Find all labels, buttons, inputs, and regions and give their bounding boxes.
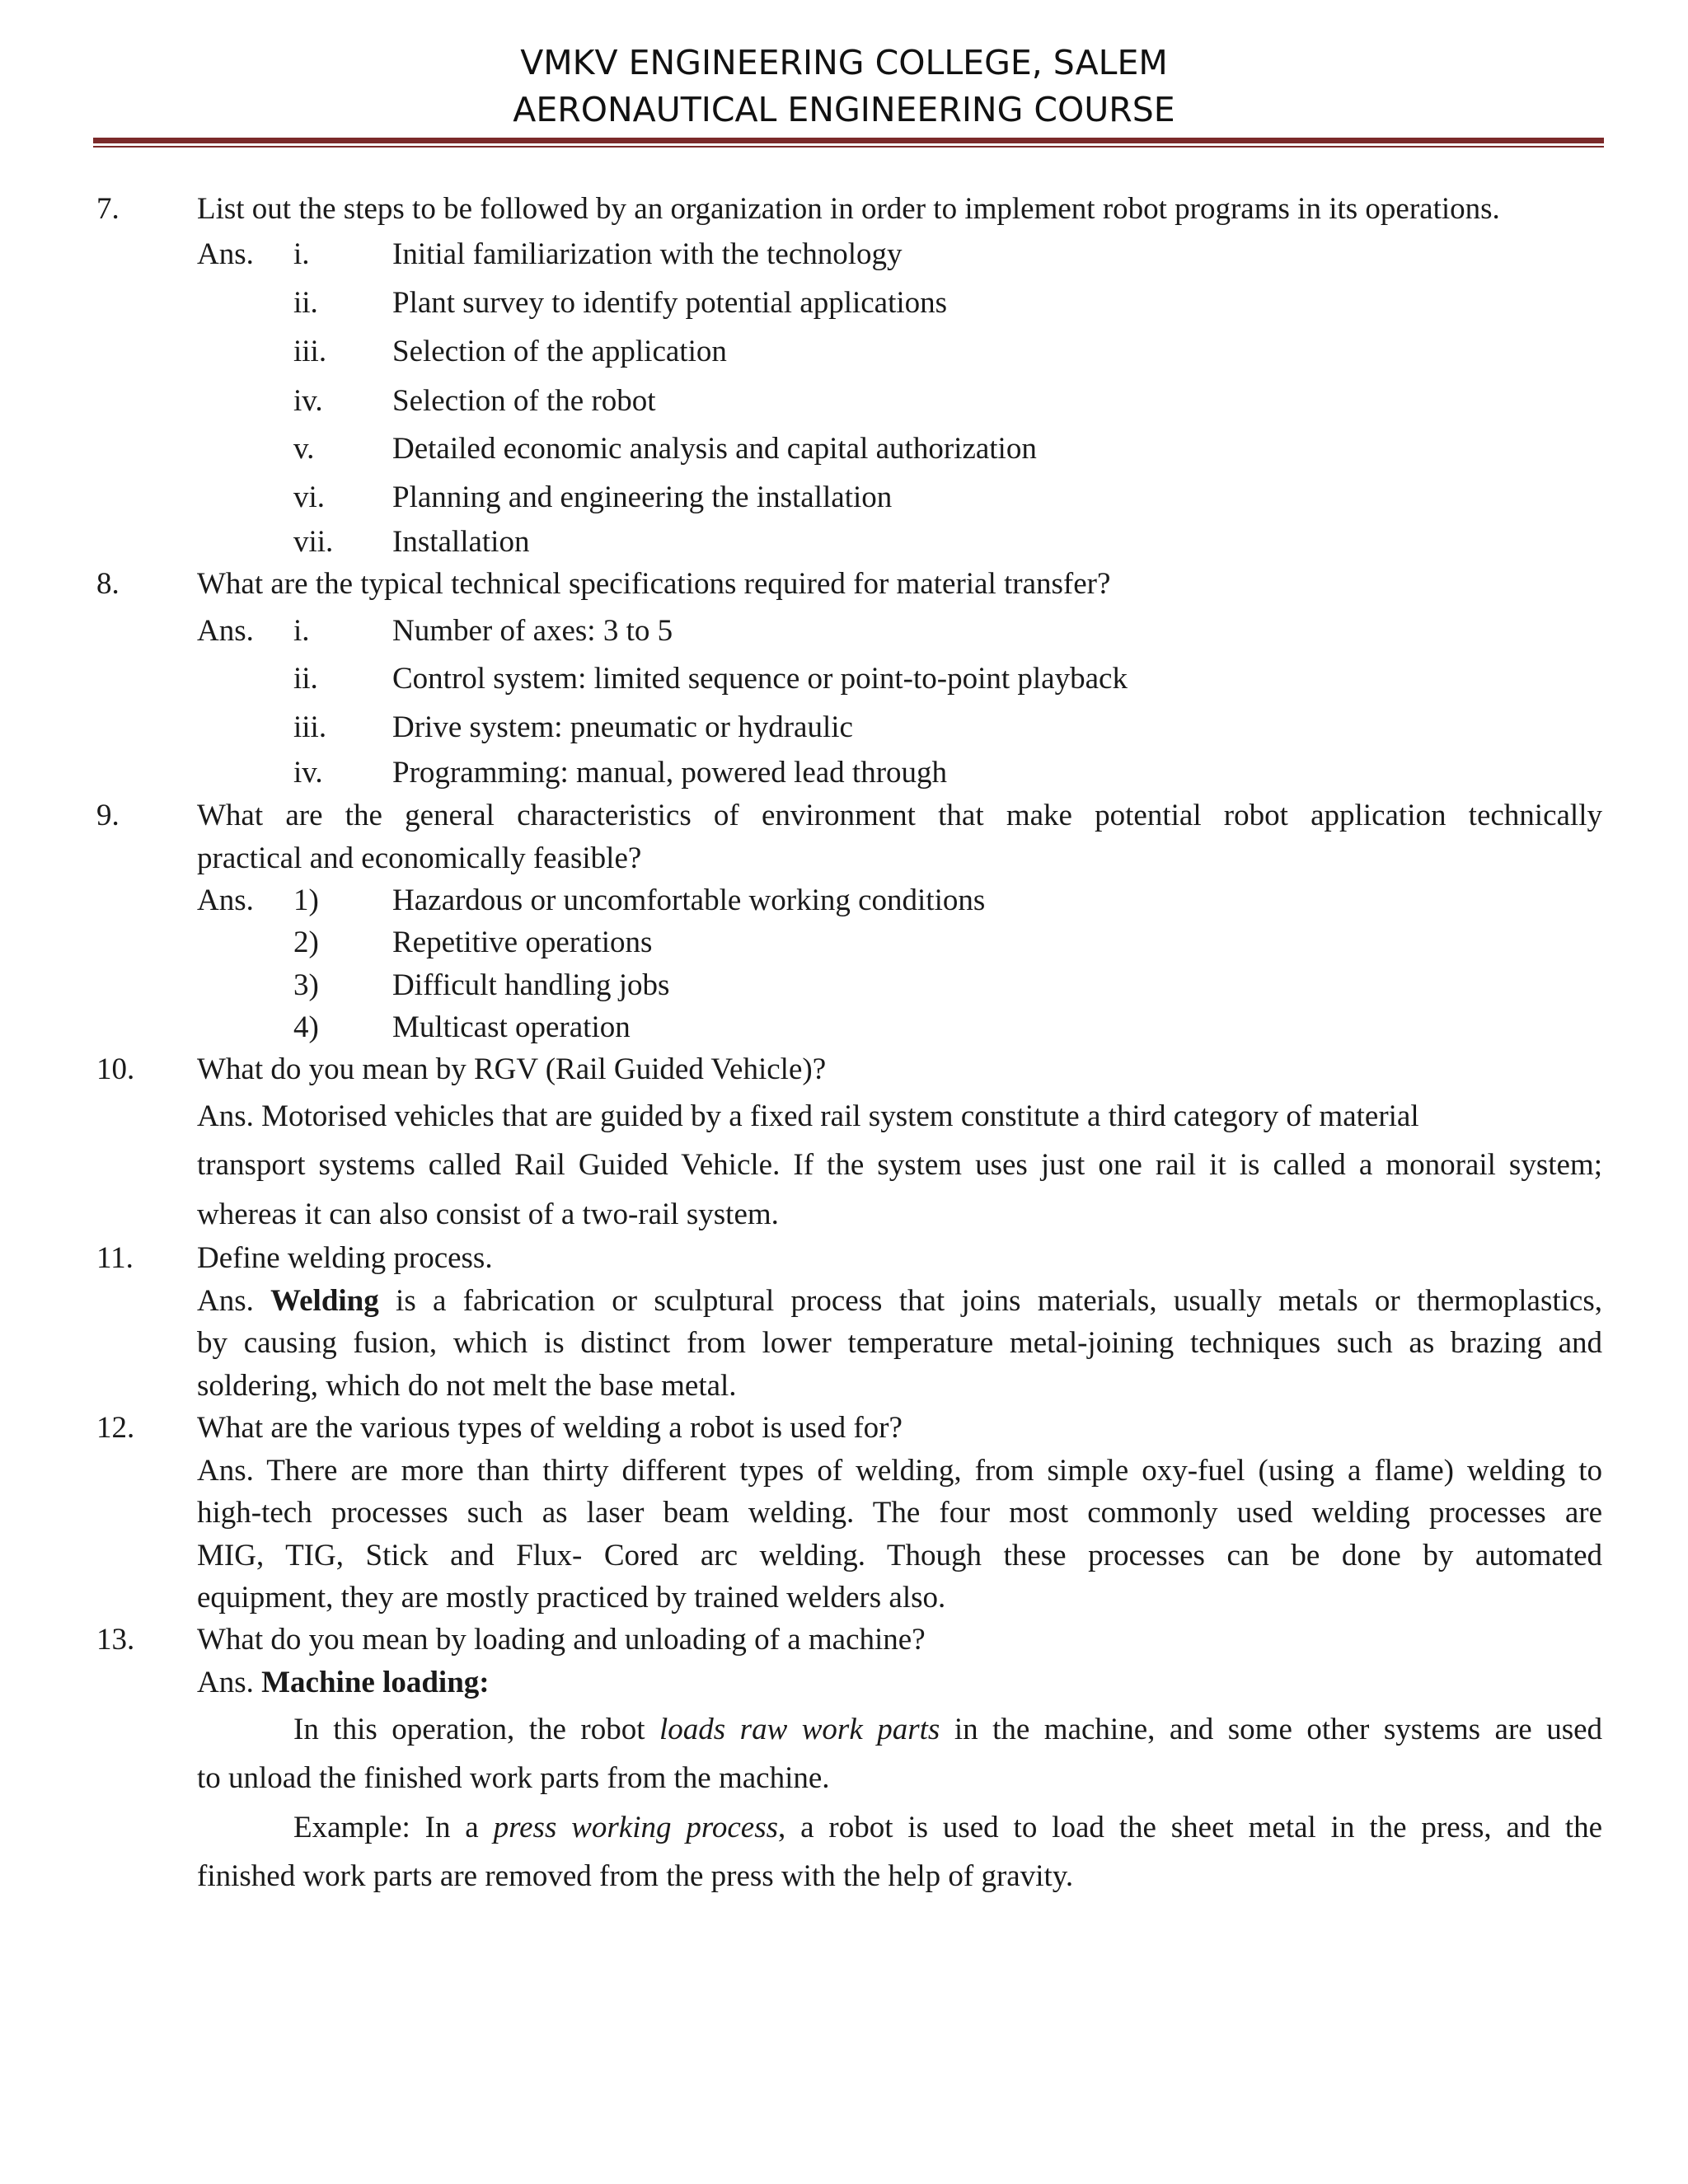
emphasis-italic: press working process xyxy=(493,1811,778,1844)
answer-text xyxy=(197,1283,1602,1319)
answer-line-rest: is a fabrication or sculptural process that joins materials, usually metals or thermoplastics, xyxy=(396,1284,1602,1318)
question-text: What are the various types of welding a robot is used for? xyxy=(197,1411,903,1445)
college-name: VMKV ENGINEERING COLLEGE, SALEM xyxy=(520,43,1168,82)
answer-line: finished work parts are removed from the press with the help of gravity. xyxy=(197,1859,1074,1893)
question-number: 10. xyxy=(96,1052,135,1086)
answer-text xyxy=(197,1538,1602,1573)
answer-paragraph xyxy=(197,1810,1602,1845)
question-number: 9. xyxy=(96,799,120,832)
list-item-number: i. xyxy=(293,237,310,271)
list-item-text: Installation xyxy=(392,525,530,559)
answer-text xyxy=(197,1099,1602,1134)
question-number: 12. xyxy=(96,1411,135,1445)
term-bold: Welding xyxy=(270,1284,379,1318)
list-item-text: Initial familiarization with the technology xyxy=(392,237,903,271)
list-item-number: i. xyxy=(293,614,310,648)
list-item-number: 1) xyxy=(293,883,319,917)
list-item-text: Multicast operation xyxy=(392,1010,631,1044)
list-item-text: Hazardous or uncomfortable working conditions xyxy=(392,883,986,917)
list-item-number: iv. xyxy=(293,384,323,418)
answer-line: high-tech processes such as laser beam welding. The four most commonly used welding processes are xyxy=(197,1496,1602,1530)
question-number: 11. xyxy=(96,1241,134,1275)
answer-label: Ans. xyxy=(197,1284,254,1318)
answer-text xyxy=(197,1197,1602,1232)
header-rule-thin xyxy=(93,146,1604,148)
answer-text xyxy=(197,1665,1602,1700)
list-item-number: iii. xyxy=(293,335,327,368)
answer-line: transport systems called Rail Guided Vehicle. If the system uses just one rail it is called a monorail system; xyxy=(197,1148,1602,1182)
course-name: AERONAUTICAL ENGINEERING COURSE xyxy=(513,90,1175,129)
answer-text xyxy=(197,1368,1602,1404)
list-item-text: Repetitive operations xyxy=(392,926,653,959)
answer-text xyxy=(197,1453,1602,1488)
list-item-text: Selection of the application xyxy=(392,335,727,368)
answer-line: equipment, they are mostly practiced by trained welders also. xyxy=(197,1581,946,1615)
list-item-number: 4) xyxy=(293,1010,319,1044)
question-text: List out the steps to be followed by an organization in order to implement robot programs in its operations. xyxy=(197,192,1500,226)
list-item-number: vii. xyxy=(293,525,334,559)
answer-line xyxy=(197,1283,1602,1319)
answer-label: Ans. xyxy=(197,237,254,271)
list-item-text: Difficult handling jobs xyxy=(392,968,670,1002)
list-item-number: v. xyxy=(293,432,315,466)
answer-line: soldering, which do not melt the base metal. xyxy=(197,1369,737,1403)
question-number: 8. xyxy=(96,567,120,601)
term-bold: Machine loading: xyxy=(261,1666,490,1699)
list-item-number: iv. xyxy=(293,756,323,790)
question-number: 7. xyxy=(96,192,120,226)
answer-line: Example: In a press working process, a robot is used to load the sheet metal in the press, and the xyxy=(293,1811,1602,1844)
answer-label: Ans. xyxy=(197,614,254,648)
header-rule-thick xyxy=(93,138,1604,143)
list-item-text: Selection of the robot xyxy=(392,384,656,418)
answer-label: Ans. xyxy=(197,883,254,917)
answer-text xyxy=(197,1580,1602,1615)
answer-label: Ans. xyxy=(197,1666,254,1699)
question-text: What do you mean by loading and unloading of a machine? xyxy=(197,1623,926,1657)
answer-line: MIG, TIG, Stick and Flux- Cored arc welding. Though these processes can be done by automated xyxy=(197,1539,1602,1572)
emphasis-italic: loads raw work parts xyxy=(659,1713,940,1746)
list-item-number: 3) xyxy=(293,968,319,1002)
answer-text xyxy=(197,1147,1602,1183)
question-text: What are the typical technical specifications required for material transfer? xyxy=(197,567,1111,601)
list-item-number: 2) xyxy=(293,926,319,959)
list-item-number: ii. xyxy=(293,286,318,320)
list-item-number: iii. xyxy=(293,710,327,744)
list-item-text: Planning and engineering the installation xyxy=(392,480,893,514)
list-item-number: vi. xyxy=(293,480,326,514)
list-item-text: Number of axes: 3 to 5 xyxy=(392,614,673,648)
answer-line: Ans. Motorised vehicles that are guided by a fixed rail system constitute a third category of material xyxy=(197,1099,1419,1133)
list-item-number: ii. xyxy=(293,662,318,696)
answer-line: to unload the finished work parts from the machine. xyxy=(197,1761,830,1795)
answer-text xyxy=(197,1325,1602,1361)
page-header xyxy=(0,40,1688,134)
question-text: Define welding process. xyxy=(197,1241,493,1275)
answer-line: Ans. There are more than thirty different types of welding, from simple oxy-fuel (using a flame) welding to xyxy=(197,1454,1602,1488)
answer-line: In this operation, the robot loads raw work parts in the machine, and some other systems are used xyxy=(293,1713,1603,1746)
question-text-line: practical and economically feasible? xyxy=(197,841,642,875)
answer-paragraph xyxy=(197,1760,1602,1796)
answer-line: whereas it can also consist of a two-rail system. xyxy=(197,1197,779,1231)
list-item-text: Detailed economic analysis and capital authorization xyxy=(392,432,1037,466)
list-item-text: Control system: limited sequence or point-to-point playback xyxy=(392,662,1128,696)
answer-line xyxy=(197,1665,1602,1700)
question-text xyxy=(197,841,1602,876)
question-text-line: What are the general characteristics of environment that make potential robot application technically xyxy=(197,799,1602,832)
list-item-text: Plant survey to identify potential applications xyxy=(392,286,948,320)
question-text: What do you mean by RGV (Rail Guided Vehicle)? xyxy=(197,1052,827,1086)
answer-text xyxy=(197,1495,1602,1530)
answer-line: by causing fusion, which is distinct from lower temperature metal-joining techniques such as brazing and xyxy=(197,1326,1602,1360)
list-item-text: Drive system: pneumatic or hydraulic xyxy=(392,710,853,744)
question-number: 13. xyxy=(96,1623,135,1657)
answer-paragraph xyxy=(197,1858,1602,1894)
list-item-text: Programming: manual, powered lead through xyxy=(392,756,948,790)
question-text xyxy=(197,798,1602,833)
answer-paragraph xyxy=(197,1712,1602,1747)
